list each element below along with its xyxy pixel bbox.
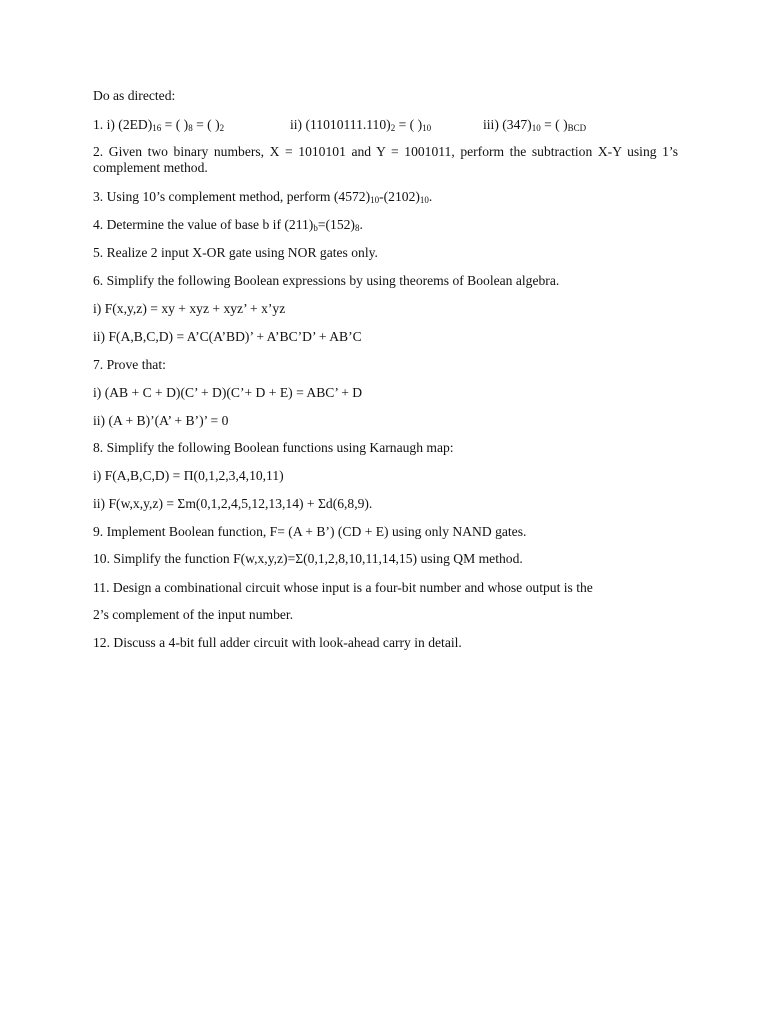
question-5: 5. Realize 2 input X-OR gate using NOR gates only.: [93, 245, 378, 260]
question-4: [93, 217, 363, 233]
q1-i-text: 1. i) (2ED): [93, 117, 153, 132]
question-11-line-2: 2’s complement of the input number.: [93, 607, 294, 622]
question-1-part-i: [93, 117, 224, 133]
q3-base-10-b: 10: [419, 195, 429, 205]
question-1-part-iii: [483, 117, 586, 133]
question-8-i: i) F(A,B,C,D) = Π(0,1,2,3,4,10,11): [93, 468, 284, 483]
q4-base-b: b: [313, 223, 318, 233]
q1-i-text-2: = ( ): [161, 117, 189, 132]
question-8-ii: ii) F(w,x,y,z) = Σm(0,1,2,4,5,12,13,14) + Σd(6,8,9).: [93, 496, 373, 511]
q1-ii-text-2: = ( ): [395, 117, 423, 132]
question-8: 8. Simplify the following Boolean functions using Karnaugh map:: [93, 440, 454, 455]
q1-iii-base-10: 10: [531, 123, 541, 133]
q4-text: 4. Determine the value of base b if (211): [93, 217, 314, 232]
question-1-part-ii: [290, 117, 431, 133]
q1-iii-text-2: = ( ): [540, 117, 568, 132]
question-7: 7. Prove that:: [93, 357, 166, 372]
q1-i-base-8: 8: [188, 123, 193, 133]
q4-base-8: 8: [354, 223, 360, 233]
question-2: 2. Given two binary numbers, X = 1010101 and Y = 1001011, perform the subtraction X-Y using 1’s complement method.: [93, 144, 678, 175]
question-7-ii: ii) (A + B)’(A’ + B’)’ = 0: [93, 413, 229, 428]
question-3: [93, 189, 432, 205]
q1-i-base-16: 16: [152, 123, 162, 133]
q1-i-text-3: = ( ): [192, 117, 220, 132]
q1-i-base-2: 2: [219, 123, 225, 133]
q4-period: .: [359, 217, 363, 232]
q1-ii-base-10: 10: [422, 123, 432, 133]
question-6-i: i) F(x,y,z) = xy + xyz + xyz’ + x’yz: [93, 301, 286, 316]
question-9: 9. Implement Boolean function, F= (A + B’) (CD + E) using only NAND gates.: [93, 524, 527, 539]
q3-text: 3. Using 10’s complement method, perform (4572): [93, 189, 371, 204]
question-12: 12. Discuss a 4-bit full adder circuit with look-ahead carry in detail.: [93, 635, 462, 650]
q1-iii-bcd: BCD: [567, 123, 587, 133]
q1-ii-text: ii) (11010111.110): [290, 117, 391, 132]
q3-base-10-a: 10: [370, 195, 380, 205]
q1-ii-base-2: 2: [390, 123, 396, 133]
question-1: [93, 117, 587, 133]
question-7-i: i) (AB + C + D)(C’ + D)(C’+ D + E) = ABC’ + D: [93, 385, 363, 400]
question-10: 10. Simplify the function F(w,x,y,z)=Σ(0,1,2,8,10,11,14,15) using QM method.: [93, 551, 523, 566]
question-6-ii: ii) F(A,B,C,D) = A’C(A’BD)’ + A’BC’D’ + AB’C: [93, 329, 362, 344]
question-11-line-1: 11. Design a combinational circuit whose input is a four-bit number and whose output is the: [93, 580, 593, 595]
q3-period: .: [428, 189, 433, 204]
question-6: 6. Simplify the following Boolean expressions by using theorems of Boolean algebra.: [93, 273, 560, 288]
q1-iii-text: iii) (347): [483, 117, 532, 132]
q3-text-2: -(2102): [379, 189, 420, 204]
q4-text-2: =(152): [317, 217, 355, 232]
heading: Do as directed:: [93, 88, 176, 103]
